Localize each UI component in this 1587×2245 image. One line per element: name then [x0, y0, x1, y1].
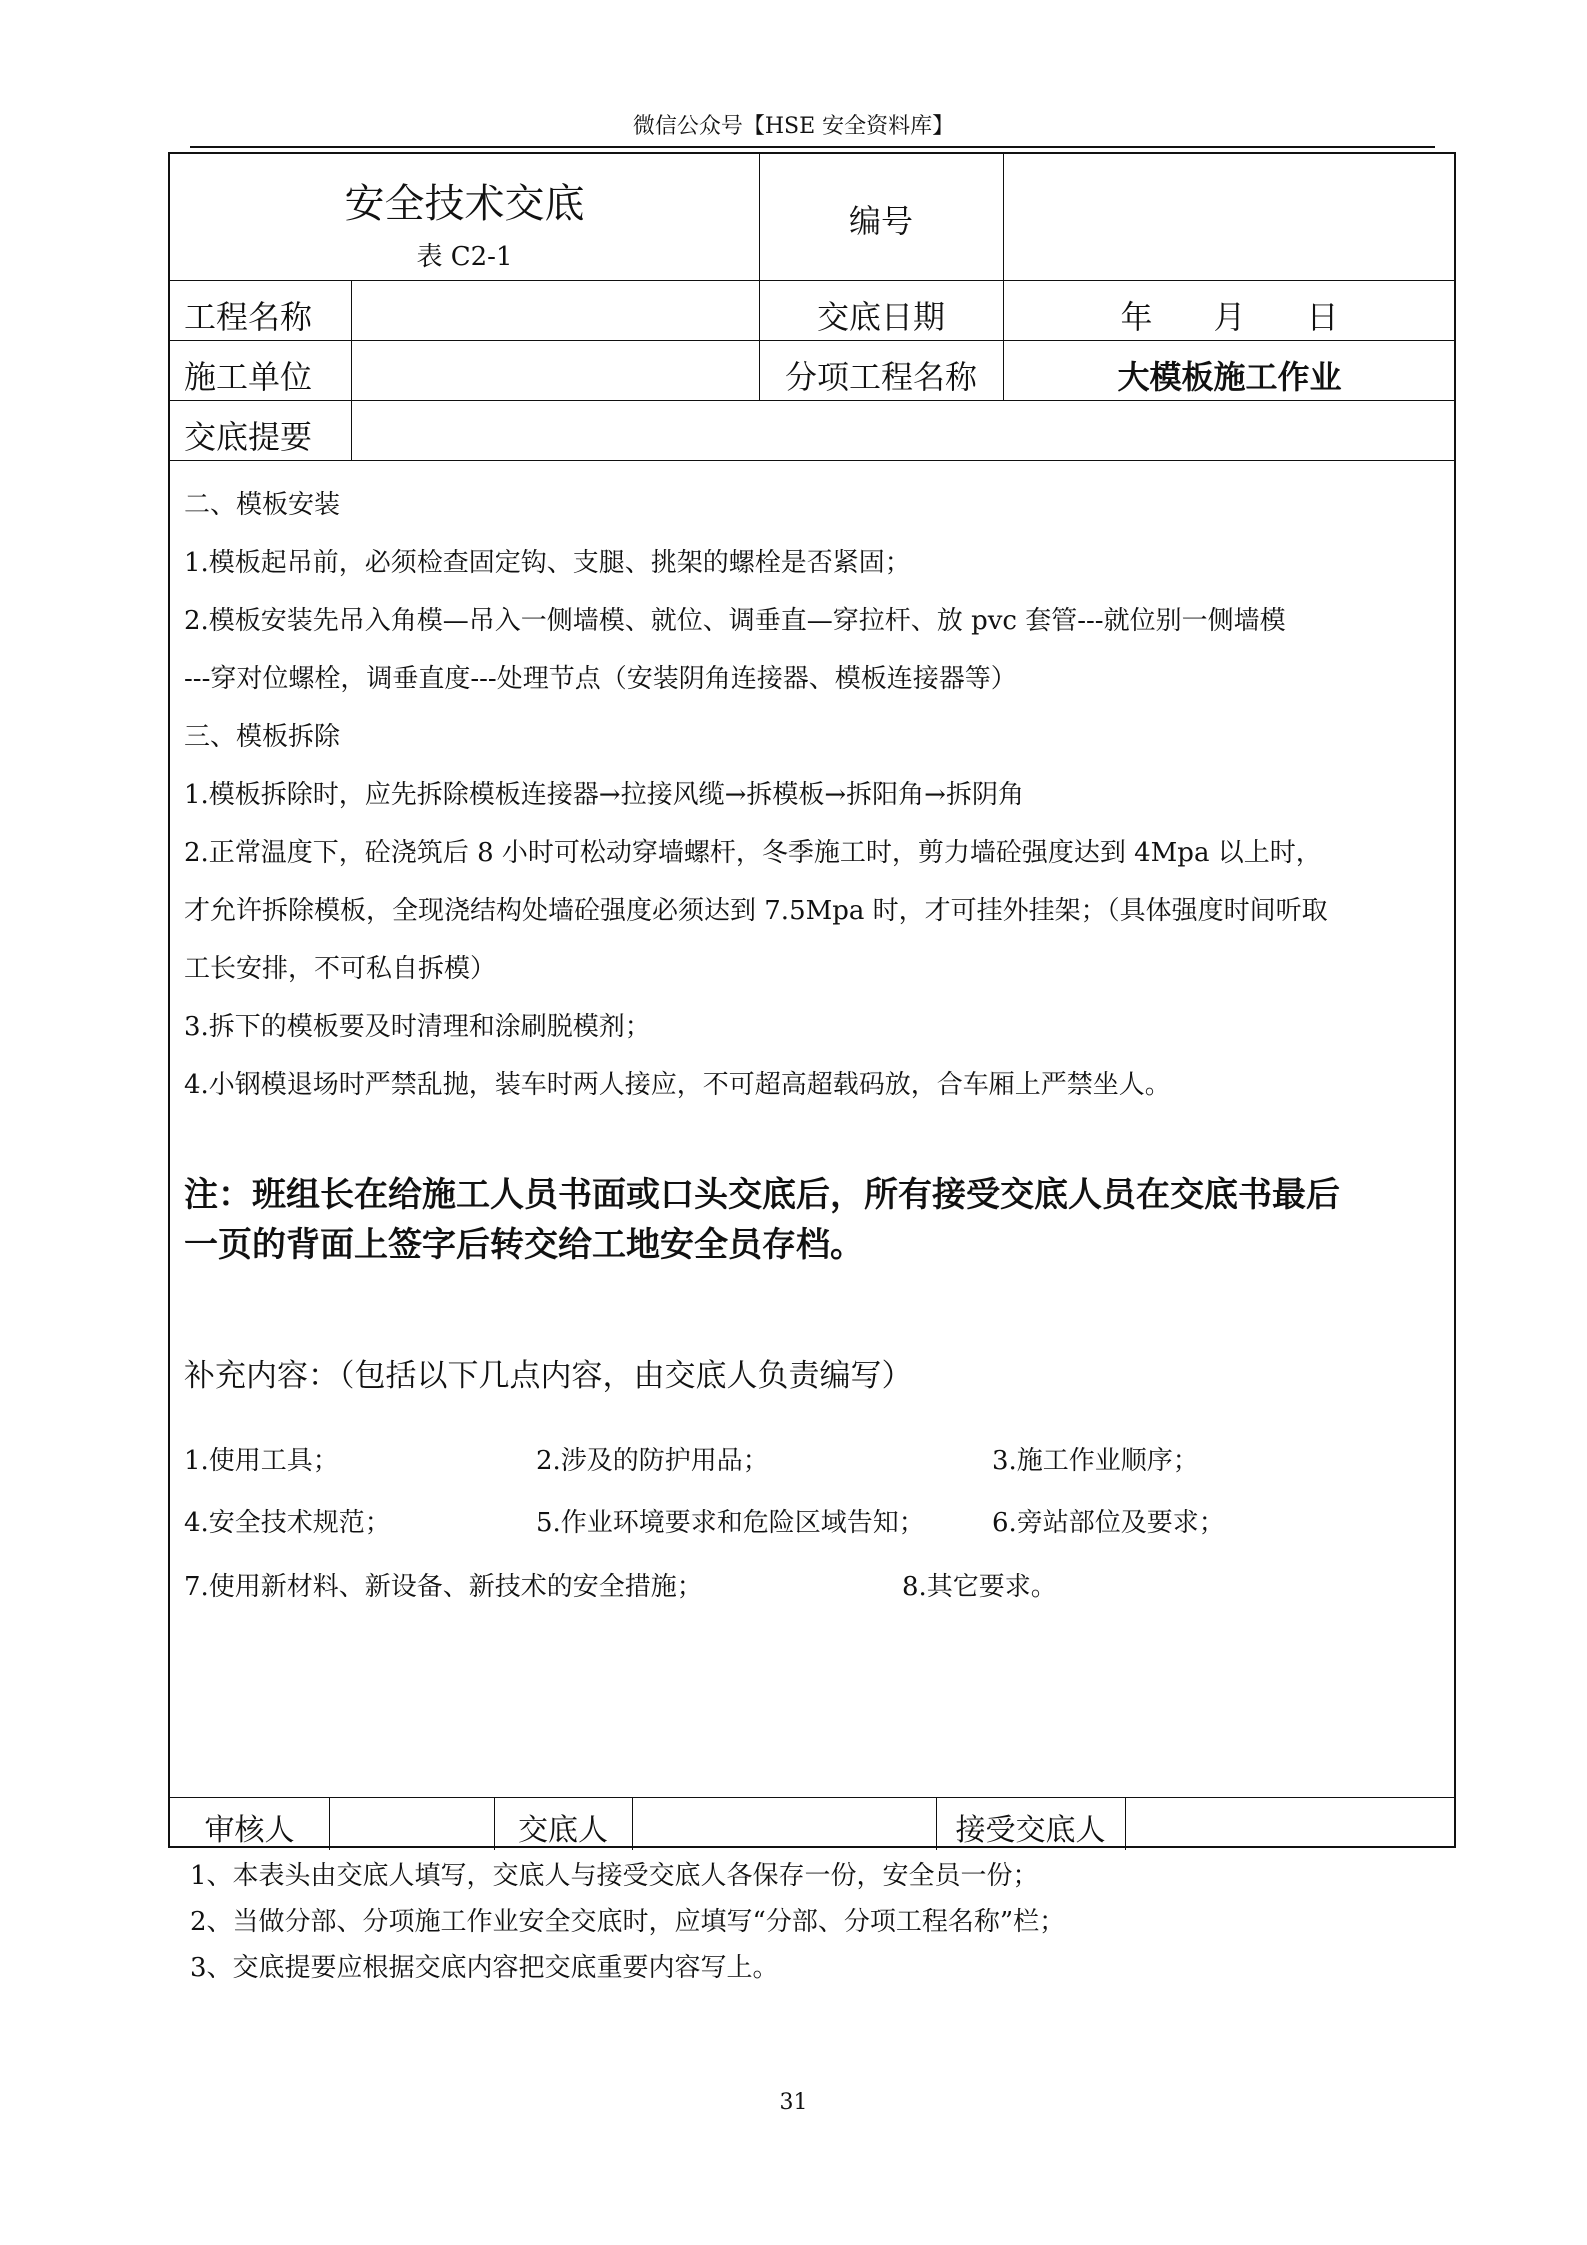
project-name-field[interactable] [351, 288, 759, 336]
supplement-item: 4.安全技术规范； [184, 1508, 391, 1538]
discloser-label: 交底人 [518, 1813, 608, 1848]
supplement-item: 1.使用工具； [184, 1446, 339, 1476]
content-line: 三、模板拆除 [184, 722, 341, 752]
supplement-item: 2.涉及的防护用品； [536, 1446, 769, 1476]
footnote: 1、本表头由交底人填写，交底人与接受交底人各保存一份，安全员一份； [190, 1861, 1039, 1891]
disclosure-form [168, 152, 1456, 1848]
footnotes [190, 1853, 1065, 1991]
header-rule [190, 146, 1435, 148]
grid-line [170, 1797, 1454, 1798]
disclosure-content [184, 476, 1454, 1114]
project-name-label: 工程名称 [184, 298, 313, 336]
content-line: 2.模板安装先吊入角模—吊入一侧墙模、就位、调垂直—穿拉杆、放 pvc 套管---就位别一侧墙模 [184, 606, 1286, 636]
content-line: 1.模板拆除时，应先拆除模板连接器→拉接风缆→拆模板→拆阳角→拆阴角 [184, 780, 1024, 810]
summary-label: 交底提要 [184, 418, 313, 456]
supplement-item: 6.旁站部位及要求； [992, 1508, 1225, 1538]
construction-unit-label: 施工单位 [184, 358, 313, 396]
content-line: 4.小钢模退场时严禁乱抛，装车时两人接应，不可超高超载码放，合车厢上严禁坐人。 [184, 1070, 1171, 1100]
content-line: ---穿对位螺栓，调垂直度---处理节点（安装阴角连接器、模板连接器等） [184, 664, 1017, 694]
date-label: 交底日期 [816, 298, 945, 336]
footnote: 2、当做分部、分项施工作业安全交底时，应填写“分部、分项工程名称”栏； [190, 1907, 1066, 1937]
construction-unit-field[interactable] [351, 348, 759, 396]
supplement-item: 5.作业环境要求和危险区域告知； [536, 1508, 925, 1538]
content-line: 二、模板安装 [184, 490, 341, 520]
supplement-title: 补充内容：（包括以下几点内容，由交底人负责编写） [184, 1358, 913, 1394]
date-field[interactable]: 年 月 日 [1120, 298, 1339, 336]
reviewer-signature-field[interactable] [329, 1800, 494, 1848]
supplement-item: 7.使用新材料、新设备、新技术的安全措施； [184, 1572, 703, 1602]
content-line: 2.正常温度下，砼浇筑后 8 小时可松动穿墙螺杆，冬季施工时，剪力墙砼强度达到 4Mpa 以上时， [184, 838, 1322, 868]
grid-line [170, 400, 1454, 401]
content-line: 工长安排，不可私自拆模） [184, 954, 497, 984]
form-title: 安全技术交底 [344, 181, 585, 227]
page-number: 31 [779, 2090, 808, 2115]
content-line: 3.拆下的模板要及时清理和涂刷脱模剂； [184, 1012, 651, 1042]
supplement-item: 8.其它要求。 [902, 1572, 1057, 1602]
content-line: 才允许拆除模板，全现浇结构处墙砼强度必须达到 7.5Mpa 时，才可挂外挂架；（具体强度时间听取 [184, 896, 1328, 926]
note-line: 一页的背面上签字后转交给工地安全员存档。 [184, 1225, 864, 1265]
form-code: 表 C2-1 [416, 242, 513, 272]
note-line: 注：班组长在给施工人员书面或口头交底后，所有接受交底人员在交底书最后 [184, 1175, 1340, 1215]
grid-line [170, 460, 1454, 461]
grid-line [170, 340, 1454, 341]
reviewer-label: 审核人 [204, 1813, 295, 1848]
receiver-label: 接受交底人 [955, 1813, 1106, 1848]
supplement-item: 3.施工作业顺序； [992, 1446, 1199, 1476]
page-header-source: 微信公众号【HSE 安全资料库】 [632, 114, 955, 139]
subproject-field[interactable]: 大模板施工作业 [1117, 358, 1342, 396]
subproject-label: 分项工程名称 [784, 358, 977, 396]
grid-line [170, 280, 1454, 281]
number-label: 编号 [848, 202, 913, 240]
summary-field[interactable] [351, 408, 1456, 456]
archive-note [184, 1170, 1454, 1270]
receiver-signature-field[interactable] [1125, 1800, 1456, 1848]
discloser-signature-field[interactable] [632, 1800, 936, 1848]
footnote: 3、交底提要应根据交底内容把交底重要内容写上。 [190, 1953, 779, 1983]
content-line: 1.模板起吊前，必须检查固定钩、支腿、挑架的螺栓是否紧固； [184, 548, 911, 578]
